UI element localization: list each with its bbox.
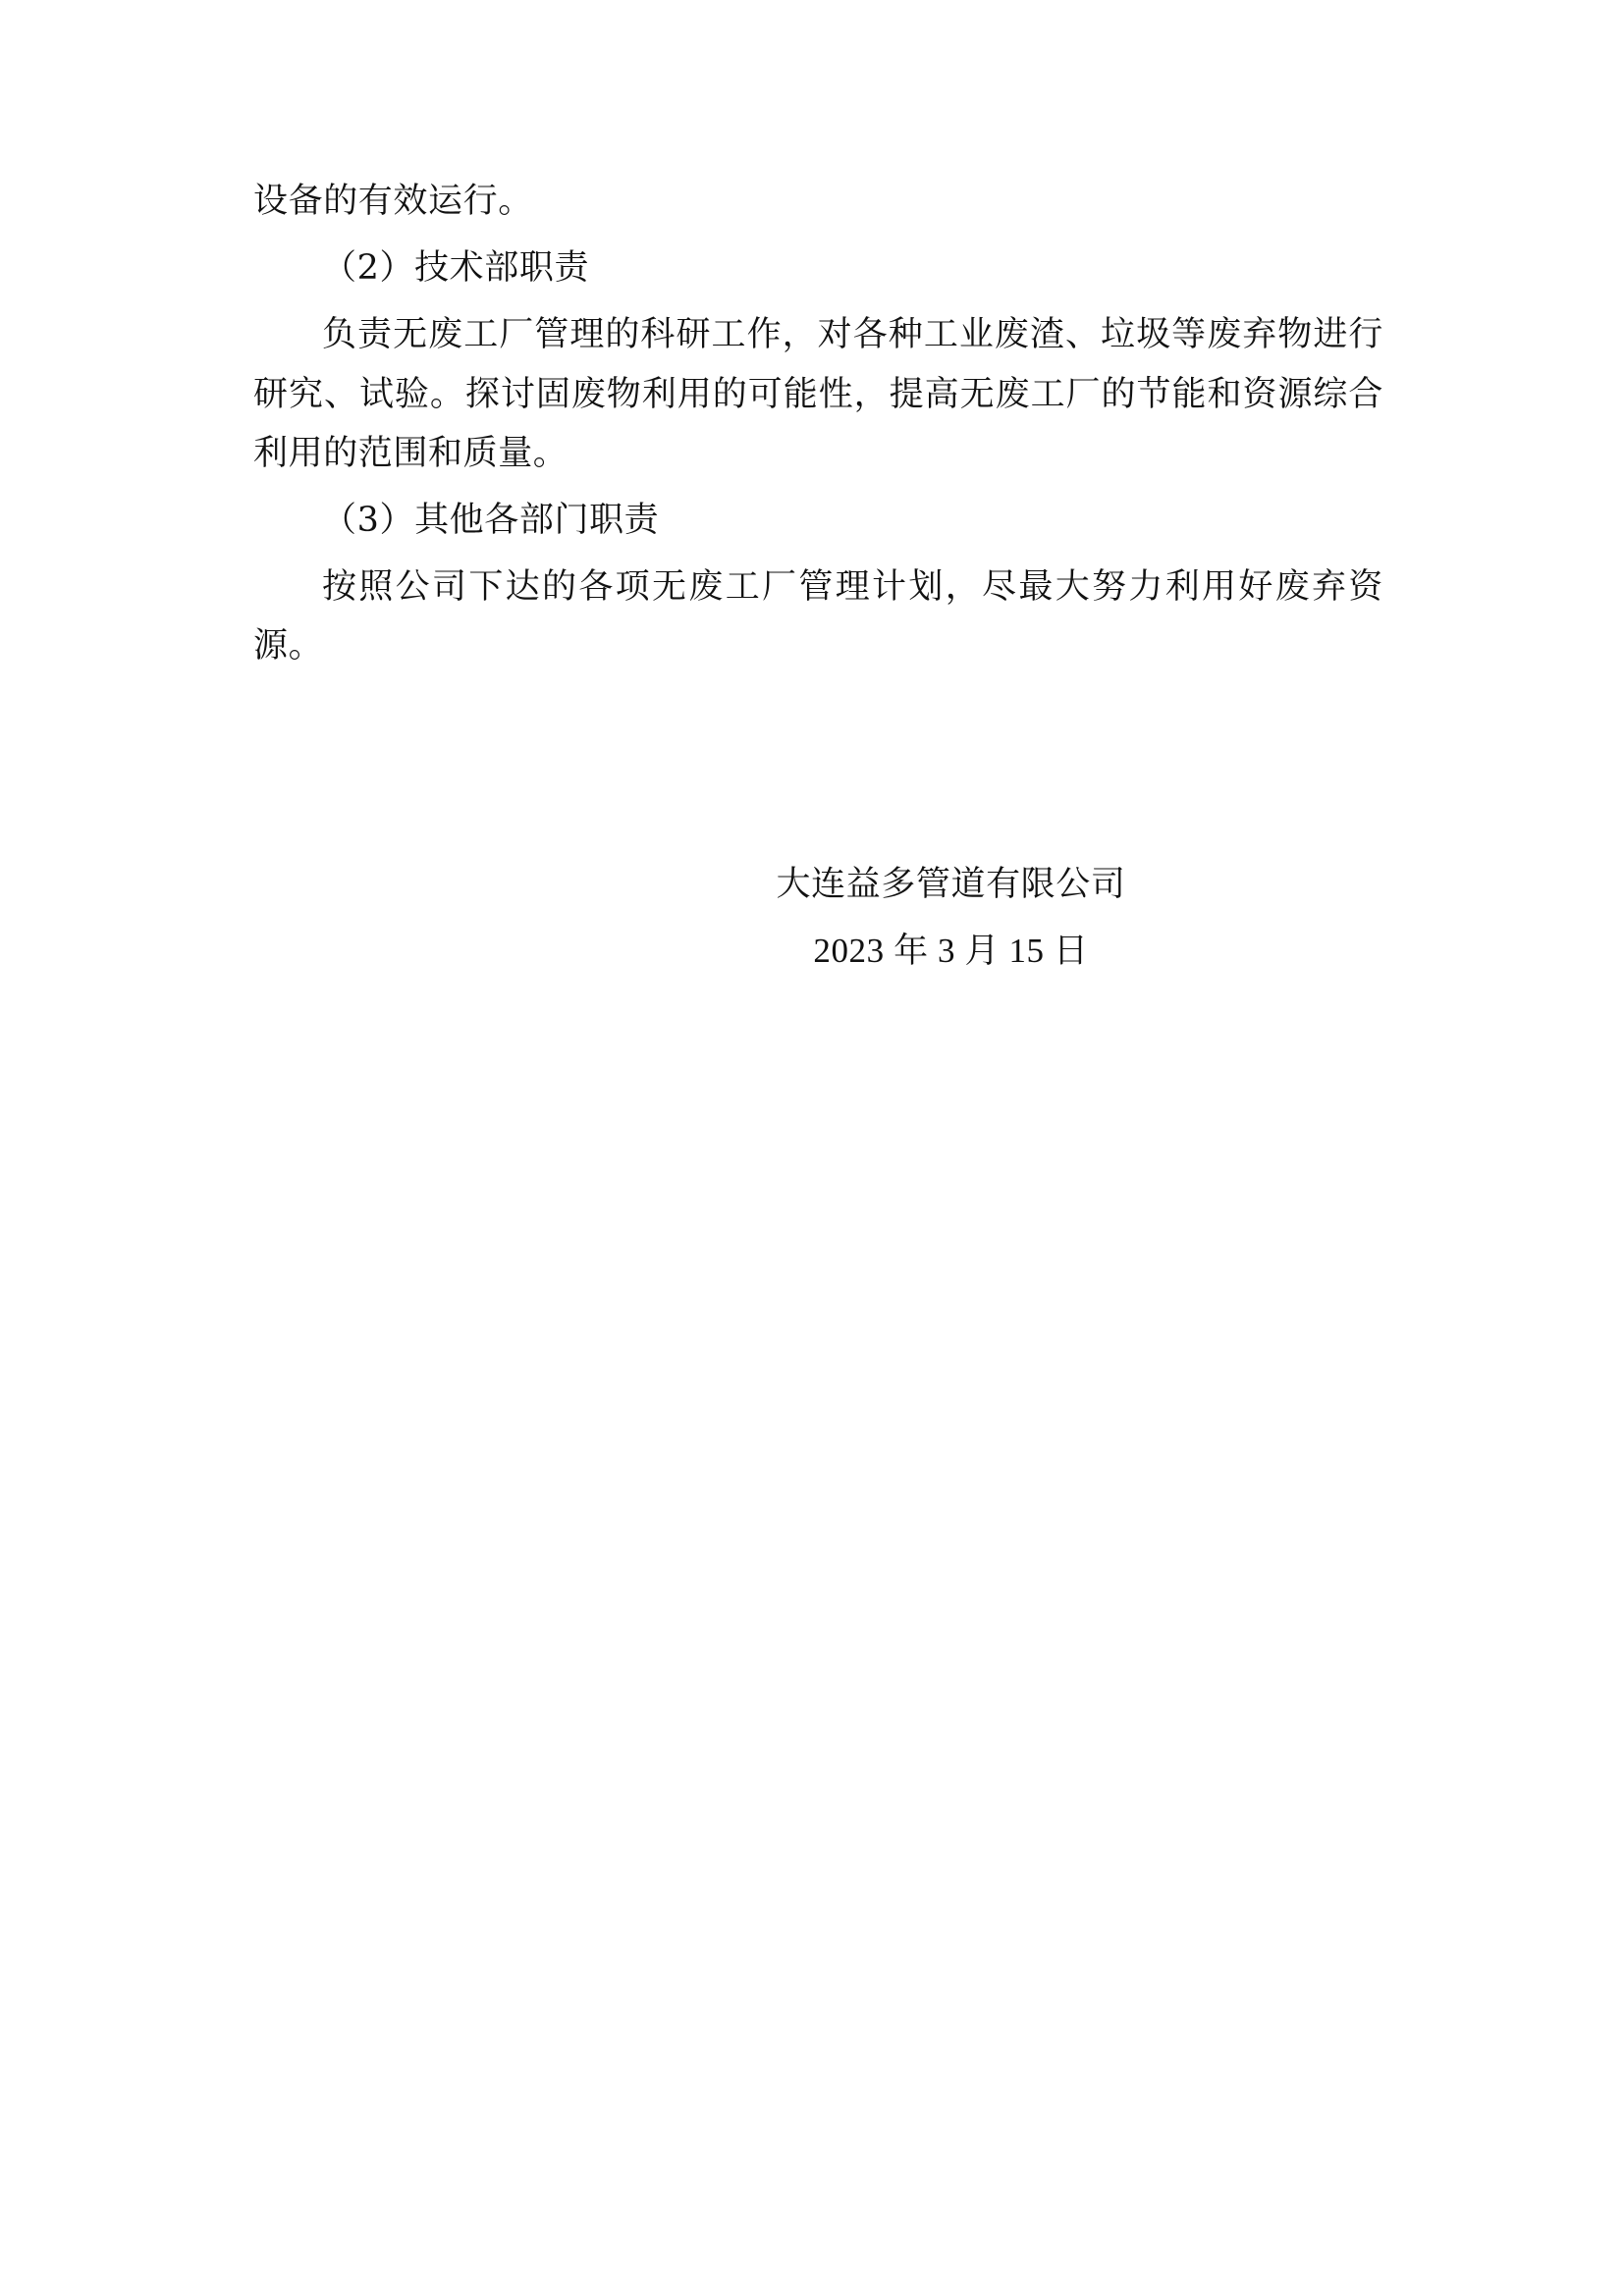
paragraph-3-tech-dept-duties: 负责无废工厂管理的科研工作，对各种工业废渣、垃圾等废弃物进行研究、试验。探讨固废物利用的可能性，提高无废工厂的节能和资源综合利用的范围和质量。	[253, 315, 1383, 473]
signature-block	[253, 851, 1383, 986]
paragraph-5-other-depts-duties: 按照公司下达的各项无废工厂管理计划，尽最大努力利用好废弃资源。	[253, 567, 1383, 667]
document-body	[253, 172, 1383, 985]
signature-date: 2023 年 3 月 15 日	[813, 931, 1089, 970]
paragraph-4-heading-other-depts: （3）其他各部门职责	[322, 500, 660, 540]
signature-company: 大连益多管道有限公司	[776, 864, 1126, 904]
paragraph-1: 设备的有效运行。	[253, 182, 533, 221]
signature-spacer	[253, 684, 1383, 851]
paragraph-2-heading-tech-dept: （2）技术部职责	[322, 248, 590, 289]
